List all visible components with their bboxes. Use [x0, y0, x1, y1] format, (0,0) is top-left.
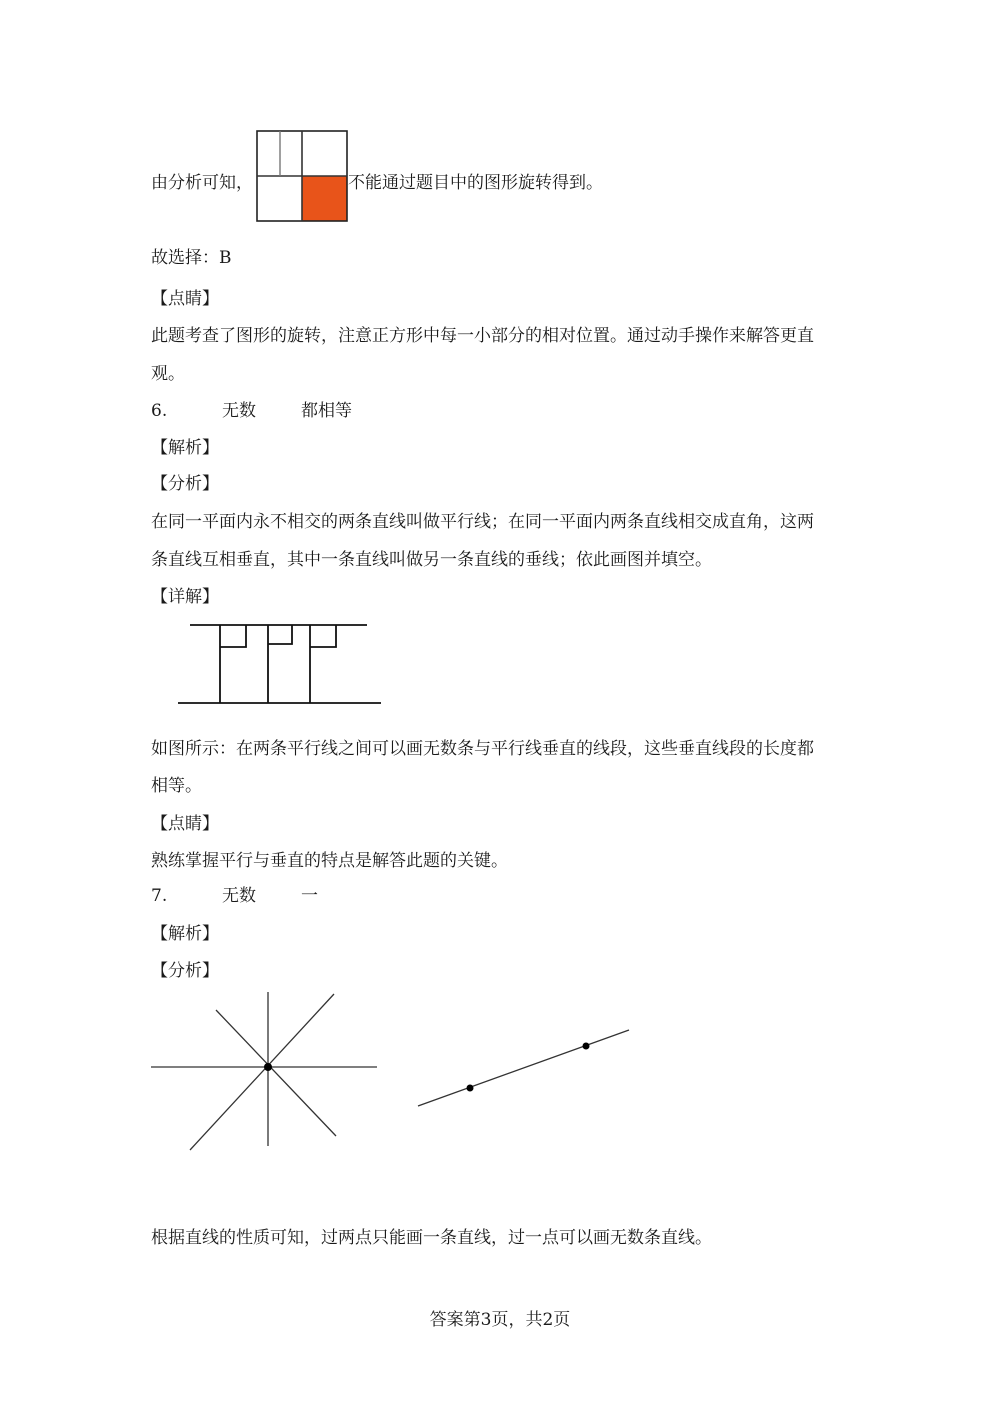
parallel-perpendicular-figure: [170, 615, 390, 710]
orange-square-cell: [302, 176, 347, 221]
q5-conclusion-suffix: 不能通过题目中的图形旋转得到。: [348, 173, 603, 193]
q7-heading-jiexi: 【解析】: [151, 924, 219, 944]
q7-heading-fenxi: 【分析】: [151, 961, 219, 981]
rotated-square-figure: [256, 130, 349, 223]
lines-through-points-figure: [140, 985, 640, 1155]
point-b: [583, 1043, 590, 1050]
q6-analysis-line1: 在同一平面内永不相交的两条直线叫做平行线；在同一平面内两条直线相交成直角，这两: [151, 512, 814, 532]
q6-heading-fenxi: 【分析】: [151, 474, 219, 494]
q6-tip: 熟练掌握平行与垂直的特点是解答此题的关键。: [151, 851, 508, 871]
q6-number: 6.: [151, 401, 168, 421]
q7-number: 7.: [151, 886, 168, 906]
q7-conclusion: 根据直线的性质可知，过两点只能画一条直线，过一点可以画无数条直线。: [151, 1228, 712, 1248]
q6-heading-dianjing: 【点睛】: [151, 814, 219, 834]
q5-tip-line2: 观。: [151, 364, 185, 384]
page-footer: 答案第3页，共2页: [429, 1310, 571, 1330]
q7-blank1: 无数: [222, 886, 256, 906]
q5-conclusion-prefix: 由分析可知，: [151, 173, 253, 193]
q6-heading-jiexi: 【解析】: [151, 438, 219, 458]
q5-tip-heading: 【点睛】: [151, 289, 219, 309]
q6-detail-line2: 相等。: [151, 776, 202, 796]
q6-blank2: 都相等: [301, 401, 352, 421]
point-a: [467, 1085, 474, 1092]
q6-detail-line1: 如图所示：在两条平行线之间可以画无数条与平行线垂直的线段，这些垂直线段的长度都: [151, 739, 814, 759]
q6-heading-xiangjie: 【详解】: [151, 587, 219, 607]
point-center: [264, 1063, 272, 1071]
q5-answer: 故选择：B: [151, 248, 232, 268]
q7-blank2: 一: [301, 886, 318, 906]
q6-analysis-line2: 条直线互相垂直，其中一条直线叫做另一条直线的垂线；依此画图并填空。: [151, 550, 712, 570]
q6-blank1: 无数: [222, 401, 256, 421]
q5-tip-line1: 此题考查了图形的旋转，注意正方形中每一小部分的相对位置。通过动手操作来解答更直: [151, 326, 814, 346]
